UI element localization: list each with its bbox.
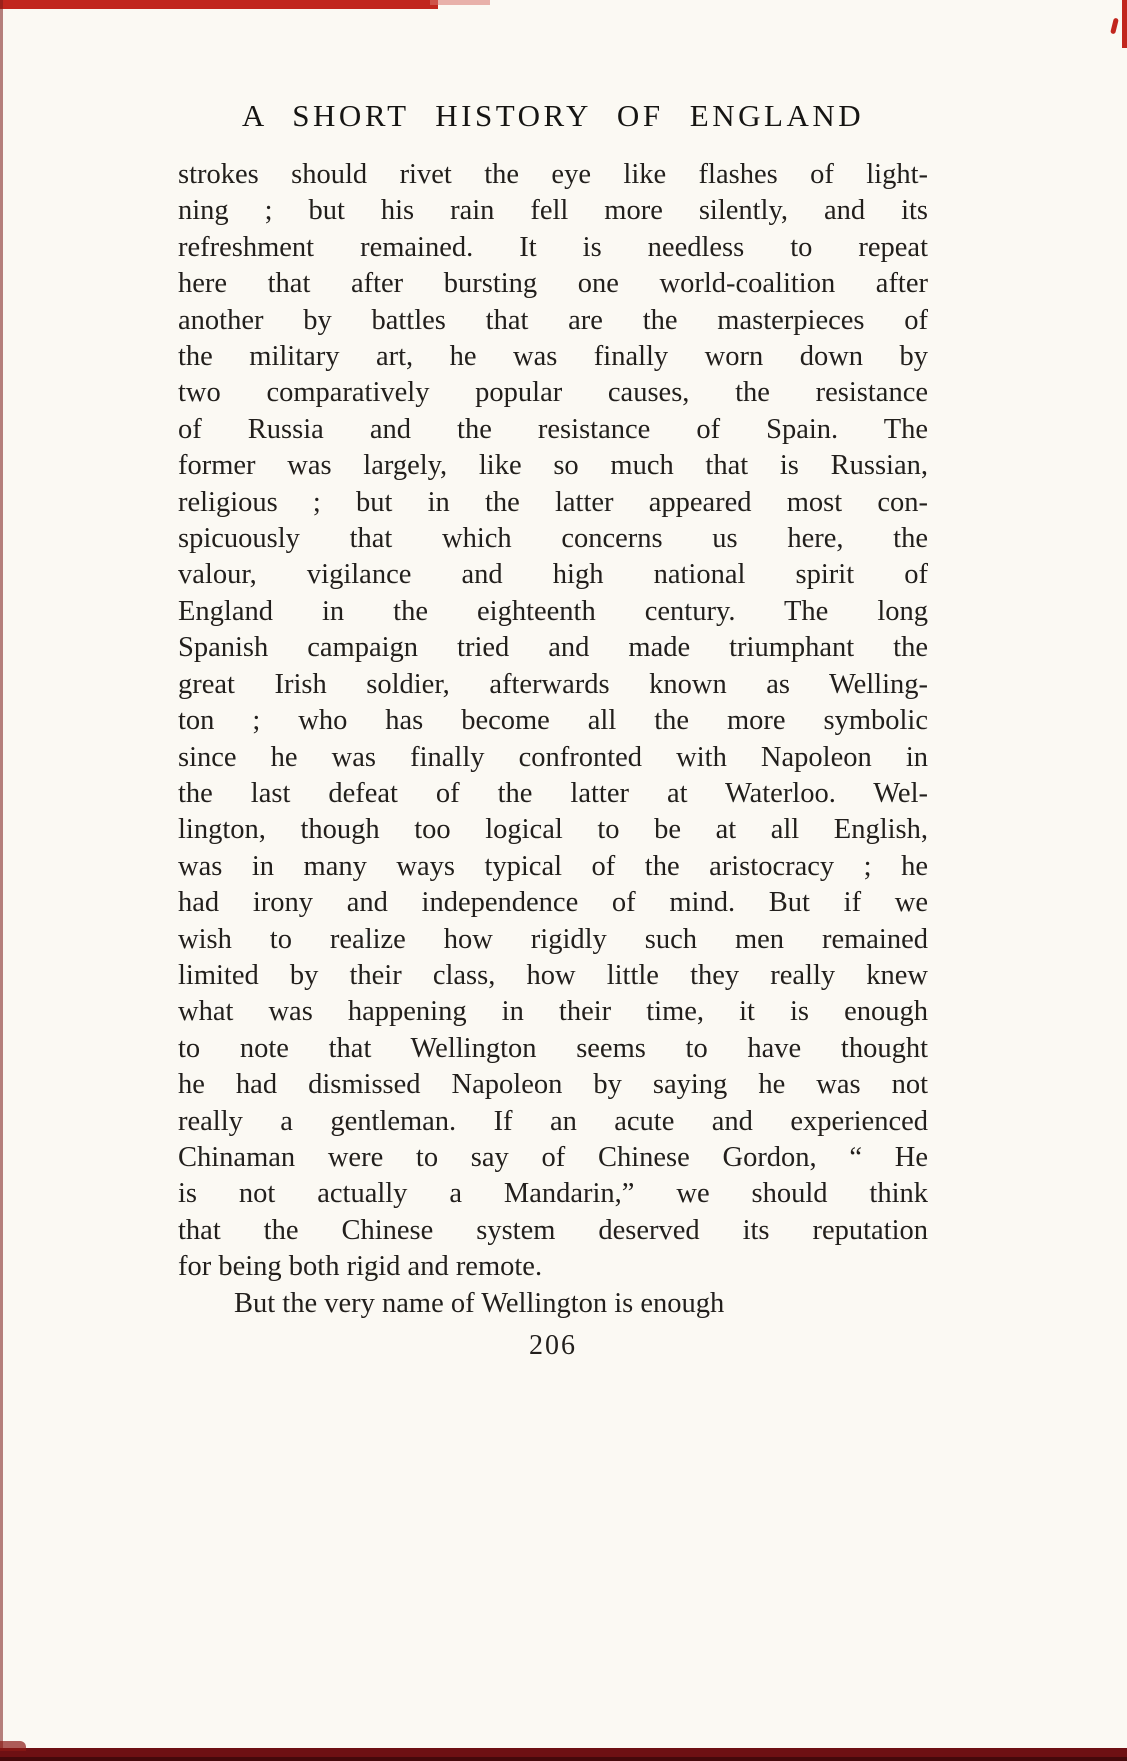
text-line: to note that Wellington seems to have thought	[178, 1032, 928, 1064]
text-line: what was happening in their time, it is enough	[178, 996, 928, 1028]
running-header: A SHORT HISTORY OF ENGLAND	[241, 98, 865, 133]
text-line: ton ; who has become all the more symbolic	[178, 705, 928, 737]
text-line: had irony and independence of mind. But if we	[178, 887, 928, 919]
text-line: here that after bursting one world-coalition after	[178, 268, 928, 300]
text-line: since he was finally confronted with Napoleon in	[178, 741, 928, 773]
scan-edge-artifact-bottom-edge	[0, 1757, 1127, 1761]
text-line: England in the eighteenth century. The long	[178, 595, 928, 627]
text-line: great Irish soldier, afterwards known as Welling-	[178, 668, 928, 700]
text-line: he had dismissed Napoleon by saying he was not	[178, 1069, 928, 1101]
text-line: But the very name of Wellington is enough	[234, 1287, 725, 1319]
scan-artifact-bottom-left	[0, 1741, 26, 1751]
text-line: Chinaman were to say of Chinese Gordon, “ He	[178, 1141, 928, 1173]
text-line: really a gentleman. If an acute and experienced	[178, 1105, 928, 1137]
text-line: religious ; but in the latter appeared most con-	[178, 486, 928, 518]
text-line: valour, vigilance and high national spirit of	[178, 559, 928, 591]
scan-edge-artifact-left	[0, 0, 3, 1761]
text-line: wish to realize how rigidly such men remained	[178, 923, 928, 955]
scan-edge-artifact-top-fade	[430, 0, 490, 5]
text-line: former was largely, like so much that is Russian,	[178, 450, 928, 482]
text-line: that the Chinese system deserved its reputation	[178, 1214, 928, 1246]
text-line: for being both rigid and remote.	[178, 1251, 543, 1283]
text-line: refreshment remained. It is needless to repeat	[178, 231, 928, 263]
page-content	[178, 98, 928, 1362]
body-text	[178, 157, 928, 1322]
text-line: Spanish campaign tried and made triumphant the	[178, 632, 928, 664]
text-line: ning ; but his rain fell more silently, and its	[178, 195, 928, 227]
text-line: limited by their class, how little they really knew	[178, 959, 928, 991]
text-line: spicuously that which concerns us here, the	[178, 523, 928, 555]
text-line: strokes should rivet the eye like flashes of light-	[178, 159, 928, 190]
text-line: is not actually a Mandarin,” we should think	[178, 1178, 928, 1210]
text-line: lington, though too logical to be at all English,	[178, 814, 928, 846]
text-line: another by battles that are the masterpieces of	[178, 304, 928, 336]
page-number: 206	[529, 1330, 577, 1361]
scan-edge-artifact-right	[1122, 0, 1127, 48]
scan-artifact-right-curl	[1110, 18, 1119, 35]
text-line: the last defeat of the latter at Waterloo. Wel-	[178, 777, 928, 809]
text-line: was in many ways typical of the aristocracy ; he	[178, 850, 928, 882]
text-line: the military art, he was finally worn down by	[178, 341, 928, 373]
scan-edge-artifact-top	[0, 0, 438, 9]
text-line: of Russia and the resistance of Spain. The	[178, 413, 928, 445]
text-line: two comparatively popular causes, the resistance	[178, 377, 928, 409]
